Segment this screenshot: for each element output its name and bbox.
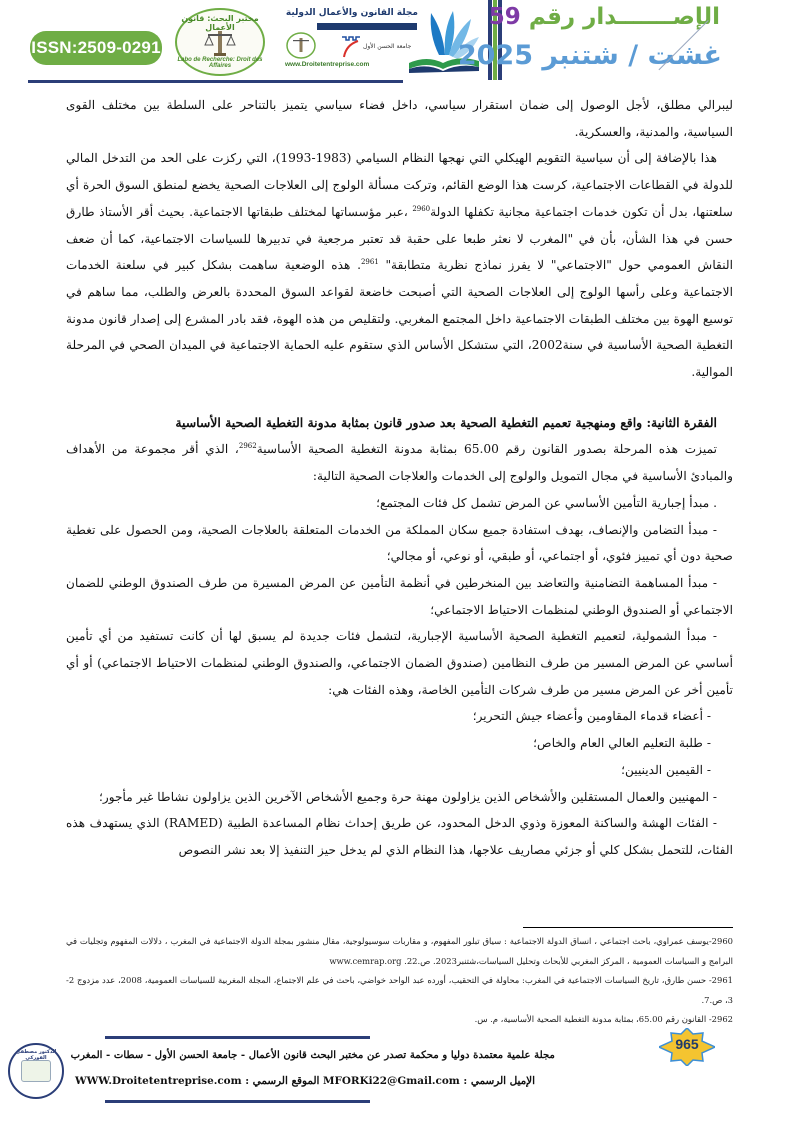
principle-item: - مبدأ التضامن والإنصاف، بهدف استفادة جميع سكان المملكة من الخدمات المتعلقة بالعلاجات الصحية، ومن الحصول على تغطية صحية دون أي تمييز فئوي، أو اجتماعي، أو طبقي، أو نوعي، أو مجالي؛ xyxy=(66,522,733,564)
footer-contact-info[interactable]: الإميل الرسمي : MFORKi22@Gmail.com الموقع الرسمي : WWW.Droitetentreprise.com xyxy=(74,1075,535,1087)
paragraph-continuation: ليبرالي مطلق، لأجل الوصول إلى ضمان استقرار سياسي، داخل فضاء سياسي يتميز بالتناحر على السلطة بين مختلف القوى السياسية، والمدنية، والعسكرية. xyxy=(66,98,733,139)
editor-seal-logo xyxy=(8,1043,64,1099)
category-item: - القيمين الدينيين؛ xyxy=(621,762,711,777)
issue-number-label xyxy=(488,4,720,30)
footnote-ref-2962[interactable]: 2962 xyxy=(238,442,257,451)
footer-journal-description: مجلة علمية معتمدة دوليا و محكمة تصدر عن مختبر البحث قانون الأعمال - جامعة الحسن الأول - سطات - المغرب xyxy=(70,1049,555,1061)
footnote-2960: 2960-يوسف عمراوي، باحث اجتماعي ، انساق الدولة الاجتماعية : سياق تبلور المفهوم، و مقاربات سوسيولوجية، مقال منشور بمجلة الدولة الاجتماعية في المغرب ، دلالات المفهوم وتجليات في البرامج و السياسات العمومية ، المركز المغربي للأبحاث وتحليل السياسات،شتنبر2023. ص.22. www.cemrap.org xyxy=(66,936,733,966)
footnote-ref-2960[interactable]: 2960 xyxy=(412,204,431,213)
page-header xyxy=(0,0,793,90)
category-item-ramed: - الفئات الهشة والساكنة المعوزة وذوي الدخل المحدود، عن طريق إحداث نظام المساعدة الطبية (RAMED) الذي يستهدف هذه الفئات، للتحمل بشكل كلي أو جزئي مصاريف علاجها، هذا النظام الذي لم يدخل حيز التنفيذ إلا بعد نشر النصوص xyxy=(66,816,733,857)
research-lab-seal-logo xyxy=(175,8,265,76)
footer-rule-bottom xyxy=(105,1100,370,1103)
principle-item: - مبدأ المساهمة التضامنية والتعاضد بين المنخرطين في أنظمة التأمين عن المرض المسيرة من طرف الصندوق الوطني للضمان الاجتماعي أو الصندوق الوطني لمنظمات الاحتياط الاجتماعي؛ xyxy=(66,575,733,617)
paragraph-law-65-00: تميزت هذه المرحلة بصدور القانون رقم 65.00 بمثابة مدونة التغطية الصحية الأساسية$^{2962}$، الذي أقر مجموعة من الأهداف والمبادئ الأساسية في مجال التمويل والولوج إلى الخدمات والعلاجات الصحية التالية: xyxy=(66,442,733,484)
journal-subtitle-band xyxy=(317,23,417,30)
issue-label-text: الإصـــــــدار رقم xyxy=(528,4,720,30)
category-item-professionals: - المهنيين والعمال المستقلين والأشخاص الذين يزاولون مهنة حرة وجميع الأشخاص الآخرين الذين يزاولون نشاطا غير مأجور؛ xyxy=(98,789,717,804)
footnote-separator xyxy=(523,927,733,928)
article-body xyxy=(66,92,733,864)
category-item: - أعضاء قدماء المقاومين وأعضاء جيش التحرير؛ xyxy=(472,709,711,724)
footnotes xyxy=(66,932,733,1030)
university-name: جامعة الحسن الأول xyxy=(363,43,412,50)
editor-seal-emblem xyxy=(21,1060,51,1082)
lab-seal-french-text: Labo de Recherche: Droit des Affaires xyxy=(177,57,263,69)
footnote-ref-2961[interactable]: 2961 xyxy=(360,258,379,267)
footer-rule-top xyxy=(105,1036,370,1039)
category-item: - طلبة التعليم العالي العام والخاص؛ xyxy=(533,736,711,751)
header-divider xyxy=(28,80,403,83)
footnote-2961: 2961- حسن طارق، تاريخ السياسات الاجتماعية في المغرب: محاولة في التحقيب، أورده عبد الواحد خواضي، باحث في علم الاجتماع، المجلة المغربية للسياسات العمومية، 2008، عدد مزدوج 2-3، ص.7. xyxy=(66,975,733,1005)
section-heading: الفقرة الثانية: واقع ومنهجية تعميم التغطية الصحية بعد صدور قانون بمثابة مدونة التغطية الصحية الأساسية xyxy=(175,414,717,430)
university-logo-icon xyxy=(340,35,362,59)
principle-item: - مبدأ الشمولية، لتعميم التغطية الصحية الأساسية الإجبارية، لتشمل فئات جديدة لم يسبق لها أن كانت تستفيد من أي تأمين أساسي عن المرض المسير من طرف النظامين (صندوق الضمان الاجتماعي، والصندوق الوطني لمنظمات الاحتياط الاجتماعي) أو أي تأمين أخر عن المرض مسير من طرف شركات التأمين الخاصة، وهذه الفئات هي: xyxy=(66,629,733,697)
journal-url: www.Droitetentreprise.com xyxy=(285,61,370,68)
journal-logo xyxy=(283,5,478,75)
issn-badge: ISSN:2509-0291 xyxy=(30,31,162,65)
footnote-2962: 2962- القانون رقم 65.00، بمثابة مدونة التغطية الصحية الأساسية، م. س. xyxy=(474,1014,733,1024)
mini-lab-seal-icon xyxy=(286,32,316,59)
principle-item: . مبدأ إجبارية التأمين الأساسي عن المرض تشمل كل فئات المجتمع؛ xyxy=(376,495,717,510)
editor-seal-text: الدكتور مصطفى الفوركي xyxy=(15,1049,57,1061)
paragraph-structural-adjustment: هذا بالإضافة إلى أن سياسية التقويم الهيكلي التي نهجها النظام السيامي (1983-1993)، التي ركزت على الحد من التدخل المالي للدولة في القطاعات الاجتماعية، كرست هذا الوضع القائم، وتركت مسألة الولوج إلى العلاجات الصحية يخضع لمنطق السوق الحرة أي سلعتنها، بدل أن تكون خدمات اجتماعية مجانية تكفلها الدولة$^{2960}$ ،عبر مؤسساتها لمختلف طبقاتها الاجتماعية. بحيث أقر الأستاذ طارق حسن في هذا الشأن، بأن في "المغرب لا نعثر طبعا على حقبة قد تعتبر مرجعية في تدبيرها للسياسات الاجتماعية، كما أن ضعف النقاش العمومي حول "الاجتماعي" لا يفرز نماذج نظرية متطابقة" $^{2961}$. هذه الوضعية ساهمت بشكل كبير في سلعنة الخدمات الاجتماعية وعلى رأسها الولوج إلى العلاجات الصحية التي أصبحت خاضعة لقواعد السوق المحددة بالعرض والطلب، مما ساهم في توسيع الهوة بين مختلف الطبقات الاجتماعية داخل المجتمع المغربي. ولتقليص من هذه الهوة، فقد بادر المشرع إلى إصدار قانون مدونة التغطية الصحية الأساسية في سنة2002، التي ستشكل الأساس الذي ستقوم عليه الحماية الاجتماعية في الميدان الصحي في المرحلة الموالية. xyxy=(66,151,733,380)
issue-date: غشت / شتنبر 2025 xyxy=(457,40,722,71)
page-number-badge xyxy=(659,1028,715,1066)
lab-seal-arabic-text: مختبر البحث: قانون الأعمال xyxy=(181,14,259,32)
page-number: 965 xyxy=(675,1036,699,1052)
issue-number: 59 xyxy=(488,4,521,30)
journal-title: مجلة القانون والأعمال الدولية xyxy=(285,8,418,18)
